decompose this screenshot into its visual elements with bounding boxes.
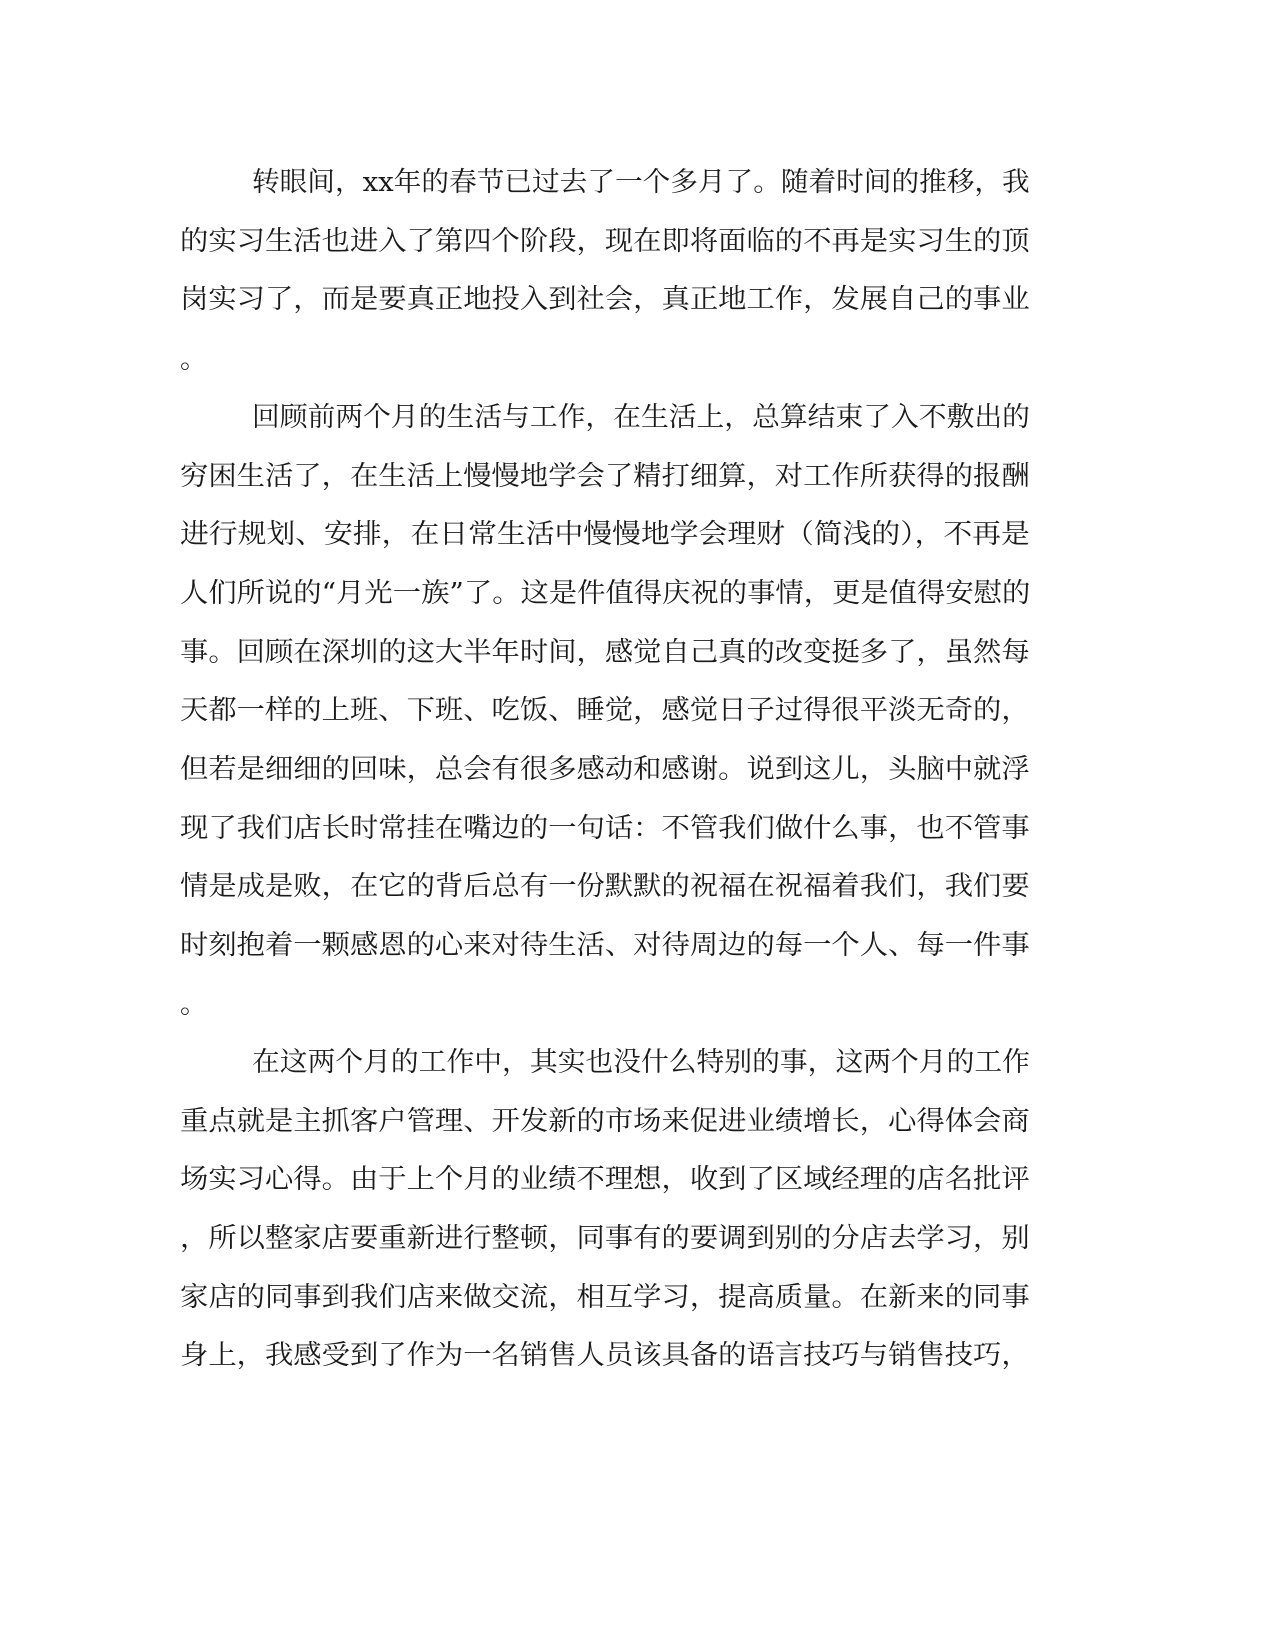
- paragraph-2-line-6: 天都一样的上班、下班、吃饭、睡觉，感觉日子过得很平淡无奇的，: [180, 695, 1030, 726]
- paragraph-1-line-2: 的实习生活也进入了第四个阶段，现在即将面临的不再是实习生的顶: [180, 226, 1030, 257]
- paragraph-2-line-7: 但若是细细的回味，总会有很多感动和感谢。说到这儿，头脑中就浮: [180, 754, 1030, 785]
- paragraph-3-line-4: ，所以整家店要重新进行整顿，同事有的要调到别的分店去学习，别: [180, 1223, 1030, 1254]
- paragraph-3-line-1: 在这两个月的工作中，其实也没什么特别的事，这两个月的工作: [252, 1047, 1030, 1078]
- paragraph-2-line-10: 时刻抱着一颗感恩的心来对待生活、对待周边的每一个人、每一件事: [180, 930, 1030, 961]
- paragraph-2-line-9: 情是成是败，在它的背后总有一份默默的祝福在祝福着我们，我们要: [180, 871, 1030, 902]
- paragraph-2-line-8: 现了我们店长时常挂在嘴边的一句话：不管我们做什么事，也不管事: [180, 813, 1030, 844]
- paragraph-3-line-2: 重点就是主抓客户管理、开发新的市场来促进业绩增长，心得体会商: [180, 1106, 1030, 1137]
- paragraph-3-line-5: 家店的同事到我们店来做交流，相互学习，提高质量。在新来的同事: [180, 1282, 1030, 1313]
- paragraph-2-line-11: 。: [180, 989, 207, 1020]
- paragraph-3-line-6: 身上，我感受到了作为一名销售人员该具备的语言技巧与销售技巧，: [180, 1340, 1030, 1371]
- paragraph-3-line-3: 场实习心得。由于上个月的业绩不理想，收到了区域经理的店名批评: [180, 1164, 1030, 1195]
- paragraph-2-line-4: 人们所说的“月光一族”了。这是件值得庆祝的事情，更是值得安慰的: [180, 578, 1031, 609]
- paragraph-2-line-5: 事。回顾在深圳的这大半年时间，感觉自己真的改变挺多了，虽然每: [180, 637, 1030, 668]
- paragraph-1-line-1: 转眼间，xx年的春节已过去了一个多月了。随着时间的推移，我: [252, 167, 1030, 198]
- paragraph-2-line-3: 进行规划、安排，在日常生活中慢慢地学会理财（简浅的），不再是: [180, 519, 1030, 550]
- paragraph-1-line-4: 。: [180, 344, 207, 375]
- paragraph-2-line-1: 回顾前两个月的生活与工作，在生活上，总算结束了入不敷出的: [252, 402, 1030, 433]
- paragraph-1-line-3: 岗实习了，而是要真正地投入到社会，真正地工作，发展自己的事业: [180, 284, 1030, 315]
- paragraph-2-line-2: 穷困生活了，在生活上慢慢地学会了精打细算，对工作所获得的报酬: [180, 461, 1030, 492]
